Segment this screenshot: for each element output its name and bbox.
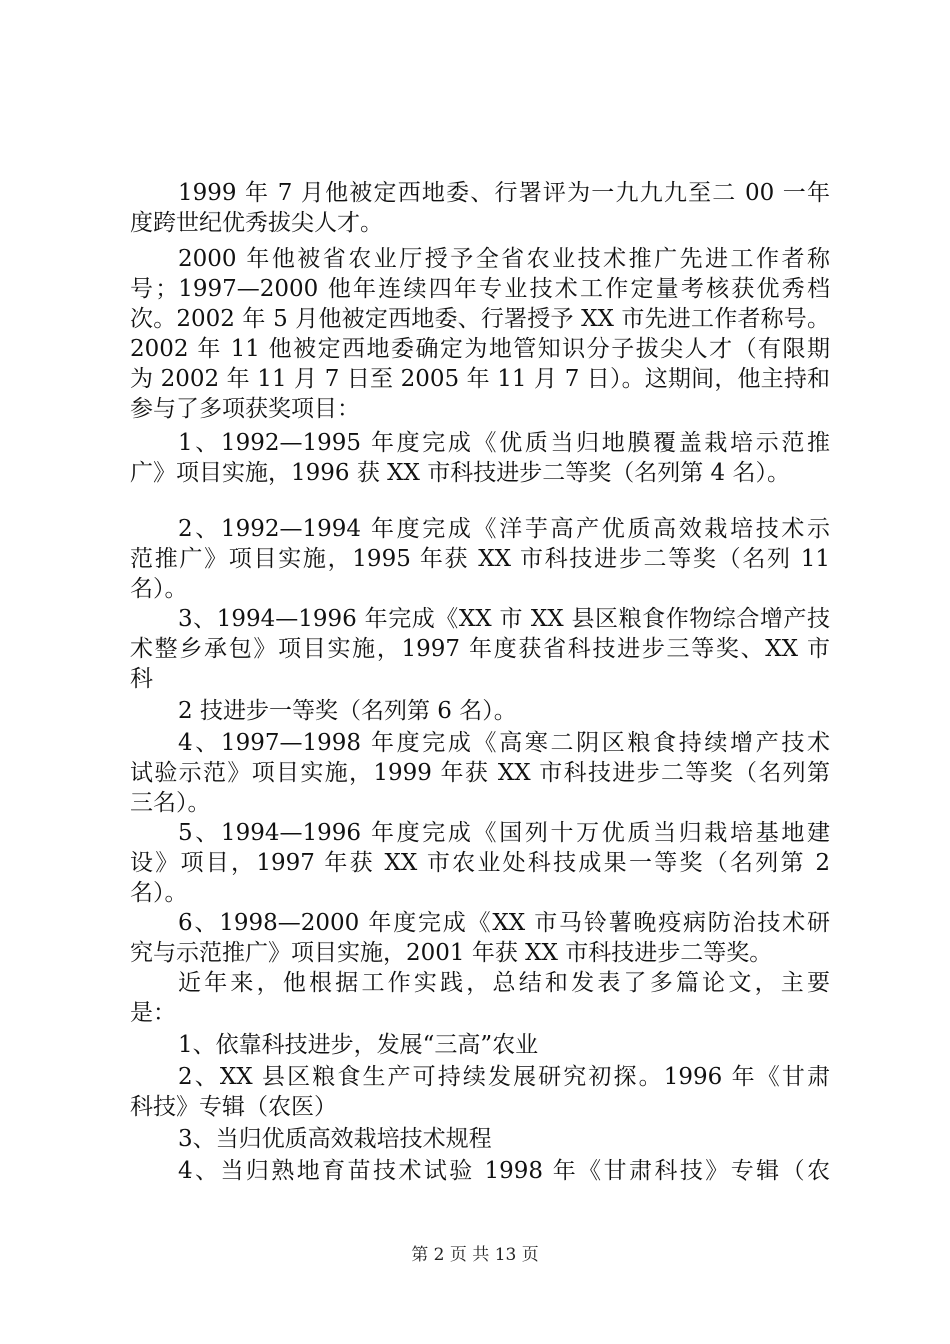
text-line: 设》项目，1997 年获 XX 市农业处科技成果一等奖（名列第 2 xyxy=(130,850,830,876)
text-line: 2 技进步一等奖（名列第 6 名）。 xyxy=(178,698,517,724)
text-line: 科 xyxy=(130,666,153,692)
text-line: 度跨世纪优秀拔尖人才。 xyxy=(130,210,383,236)
page-footer: 第 2 页 共 13 页 xyxy=(411,1245,539,1265)
text-line: 4、当归熟地育苗技术试验 1998 年《甘肃科技》专辑（农 xyxy=(178,1158,830,1184)
text-line: 6、1998—2000 年度完成《XX 市马铃薯晚疫病防治技术研 xyxy=(178,910,830,936)
text-line: 1999 年 7 月他被定西地委、行署评为一九九九至二 00 一年 xyxy=(178,180,830,206)
text-line: 2000 年他被省农业厅授予全省农业技术推广先进工作者称 xyxy=(178,246,830,272)
text-line: 1、1992—1995 年度完成《优质当归地膜覆盖栽培示范推 xyxy=(178,430,830,456)
text-line: 号；1997—2000 他年连续四年专业技术工作定量考核获优秀档 xyxy=(130,276,830,302)
text-line: 2002 年 11 他被定西地委确定为地管知识分子拔尖人才（有限期 xyxy=(130,336,830,362)
text-line: 5、1994—1996 年度完成《国列十万优质当归栽培基地建 xyxy=(178,820,830,846)
text-line: 参与了多项获奖项目： xyxy=(130,396,360,422)
text-line: 广》项目实施，1996 获 XX 市科技进步二等奖（名列第 4 名）。 xyxy=(130,460,790,486)
text-line: 科技》专辑（农医） xyxy=(130,1094,337,1120)
text-line: 为 2002 年 11 月 7 日至 2005 年 11 月 7 日）。这期间，他主持和 xyxy=(130,366,830,392)
text-line: 三名）。 xyxy=(130,790,211,816)
text-line: 3、1994—1996 年完成《XX 市 XX 县区粮食作物综合增产技 xyxy=(178,606,830,632)
text-line: 是： xyxy=(130,1000,176,1026)
text-line: 2、XX 县区粮食生产可持续发展研究初探。1996 年《甘肃 xyxy=(178,1064,830,1090)
text-line: 4、1997—1998 年度完成《高寒二阴区粮食持续增产技术 xyxy=(178,730,830,756)
text-line: 3、当归优质高效栽培技术规程 xyxy=(178,1126,492,1152)
text-line: 范推广》项目实施，1995 年获 XX 市科技进步二等奖（名列 11 xyxy=(130,546,830,572)
text-line: 名）。 xyxy=(130,880,188,906)
text-line: 2、1992—1994 年度完成《洋芋高产优质高效栽培技术示 xyxy=(178,516,830,542)
text-line: 名）。 xyxy=(130,576,188,602)
text-line: 究与示范推广》项目实施，2001 年获 XX 市科技进步二等奖。 xyxy=(130,940,773,966)
text-line: 次。2002 年 5 月他被定西地委、行署授予 XX 市先进工作者称号。 xyxy=(130,306,830,332)
text-line: 1、依靠科技进步，发展“三高”农业 xyxy=(178,1032,539,1058)
text-line: 术整乡承包》项目实施，1997 年度获省科技进步三等奖、XX 市 xyxy=(130,636,830,662)
text-line: 试验示范》项目实施，1999 年获 XX 市科技进步二等奖（名列第 xyxy=(130,760,830,786)
text-line: 近年来，他根据工作实践，总结和发表了多篇论文，主要 xyxy=(178,970,830,996)
